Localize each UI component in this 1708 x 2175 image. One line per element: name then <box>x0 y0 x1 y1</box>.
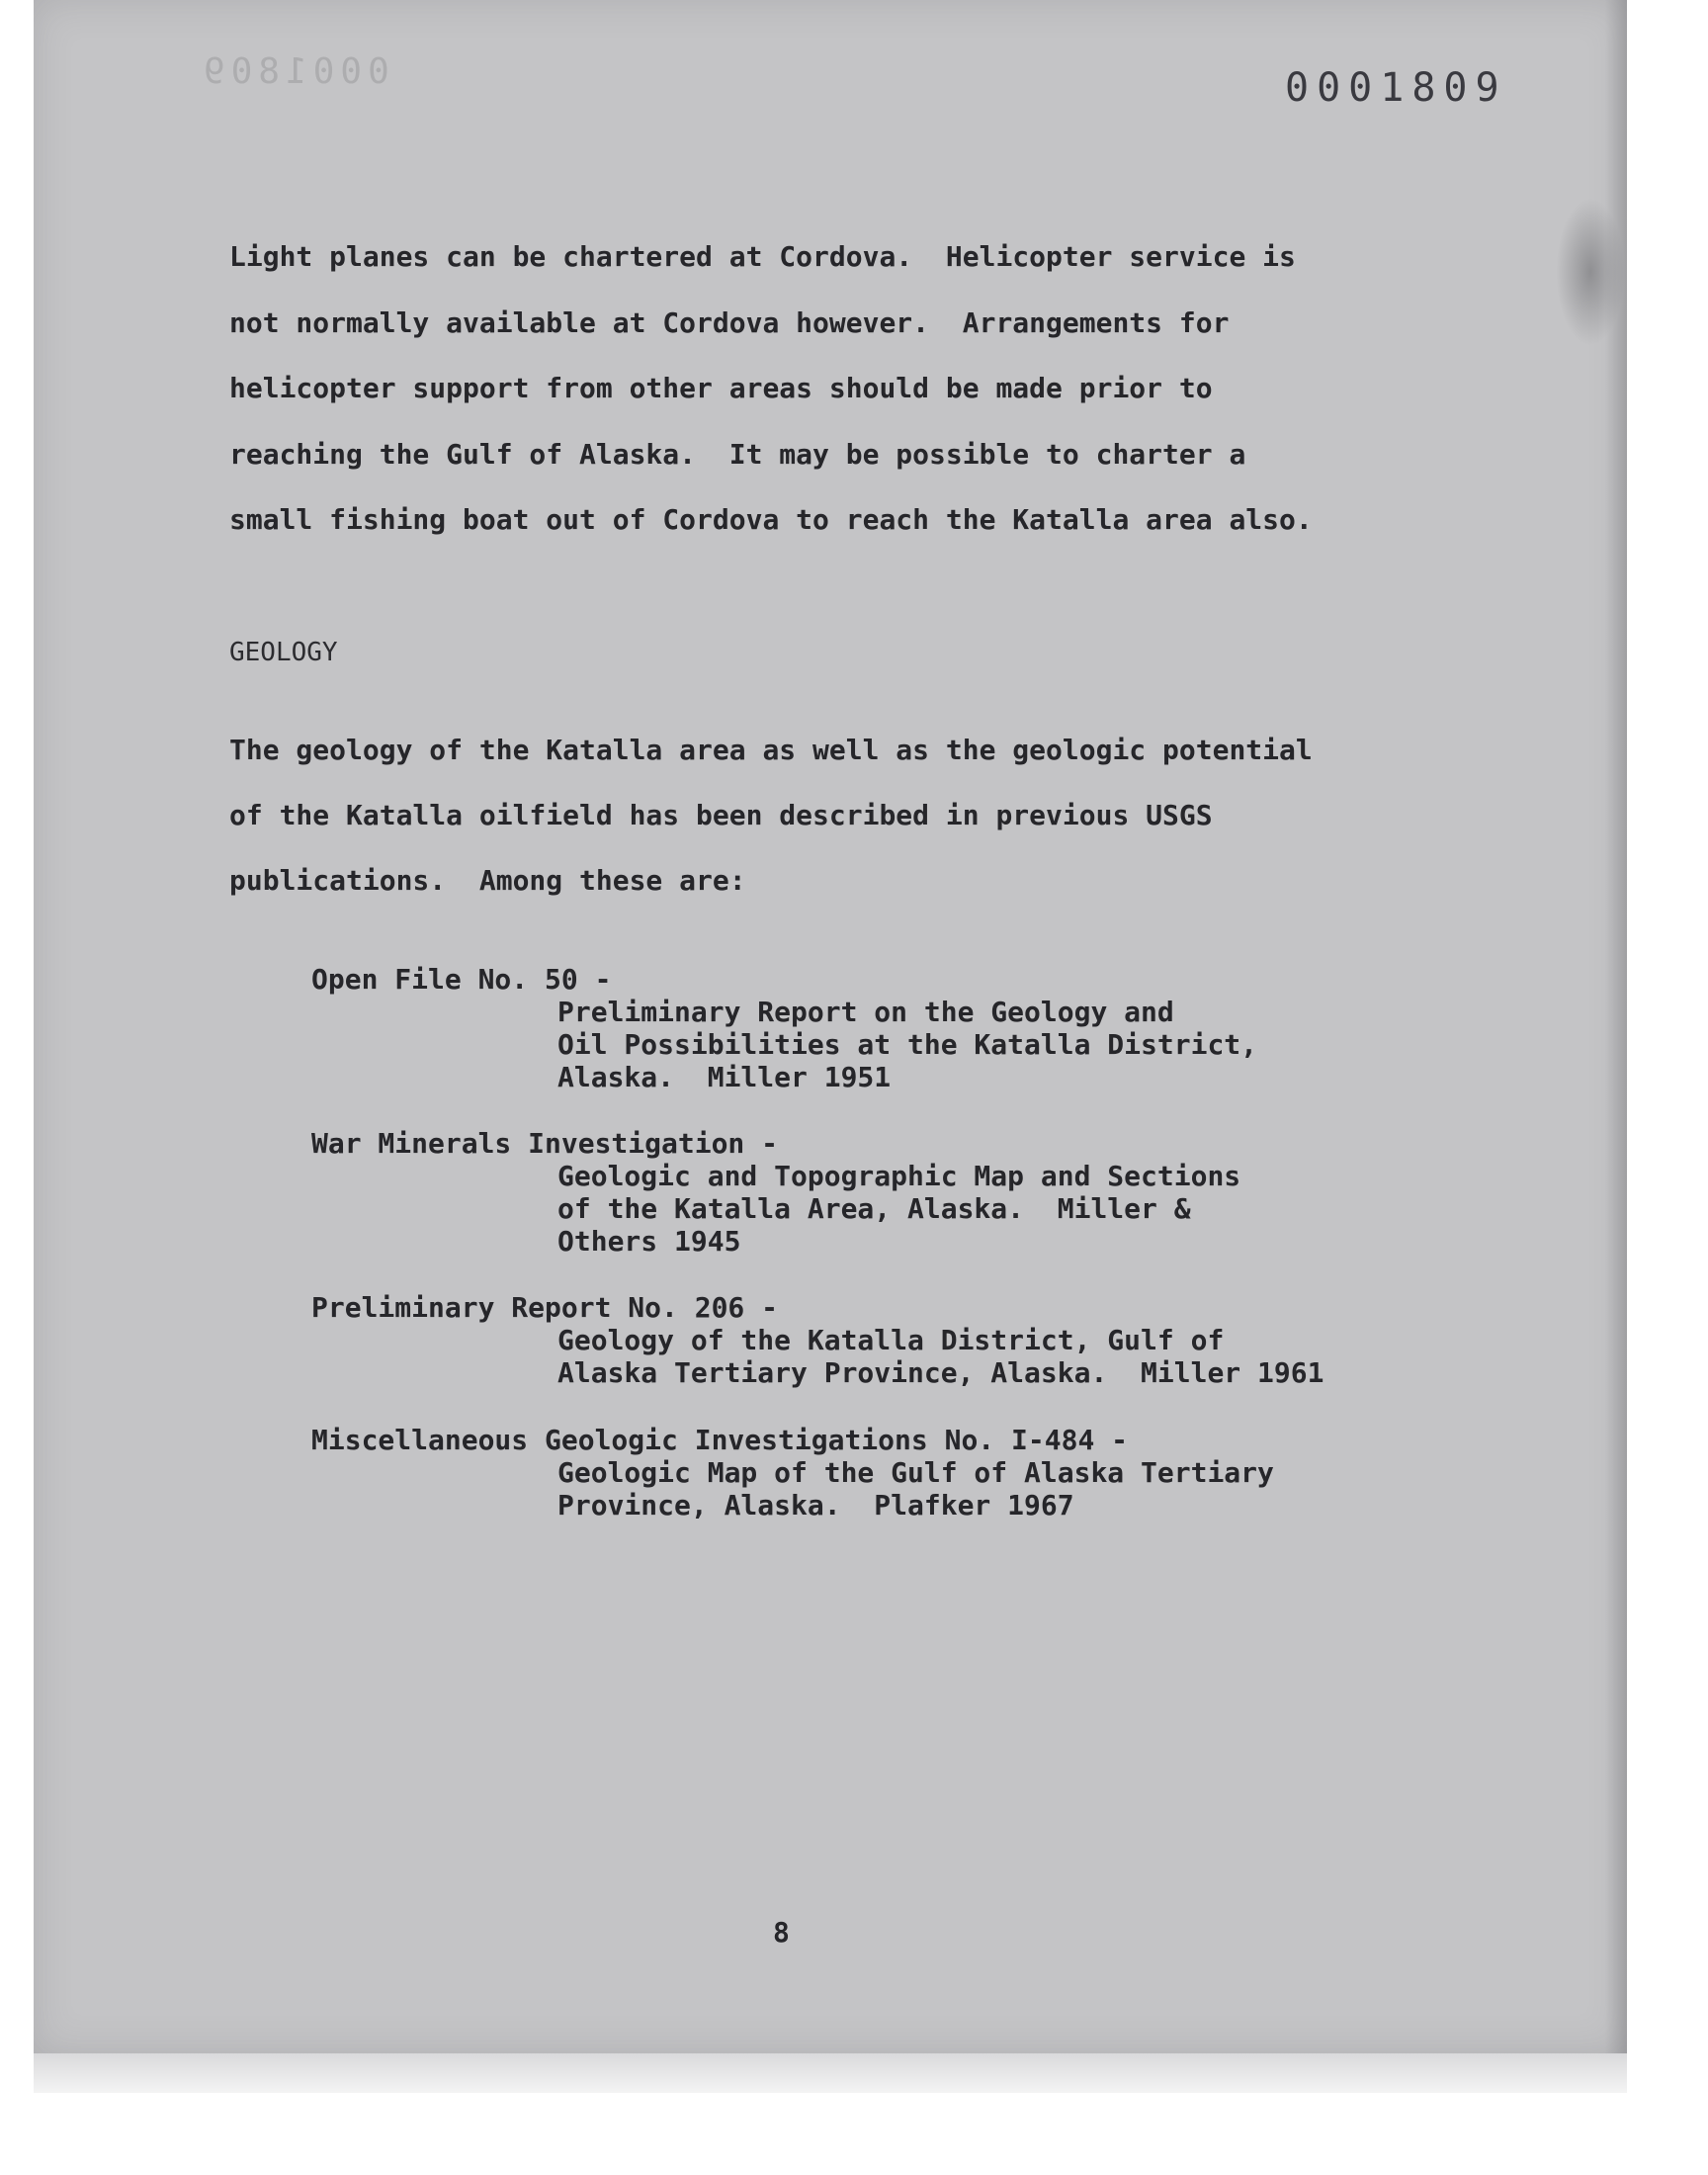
section-heading-geology: GEOLOGY <box>229 638 338 667</box>
reference-title: Open File No. 50 - <box>311 963 612 996</box>
intro-line: not normally available at Cordova however. Arrangements for <box>229 306 1230 339</box>
page-bottom-margin <box>34 2053 1627 2093</box>
reference-detail: Geologic and Topographic Map and Sections <box>557 1160 1241 1192</box>
document-stamp-number: 0001809 <box>1285 65 1507 111</box>
bleed-through-stamp: 0001809 <box>198 51 389 92</box>
page-number: 8 <box>773 1916 790 1949</box>
reference-title: Miscellaneous Geologic Investigations No. I-484 - <box>311 1424 1129 1456</box>
geology-line: of the Katalla oilfield has been described in previous USGS <box>229 799 1213 831</box>
intro-line: Light planes can be chartered at Cordova. Helicopter service is <box>229 240 1296 273</box>
reference-detail: Province, Alaska. Plafker 1967 <box>557 1489 1074 1522</box>
reference-detail: Preliminary Report on the Geology and <box>557 996 1174 1028</box>
reference-detail: Others 1945 <box>557 1225 741 1258</box>
reference-detail: Geologic Map of the Gulf of Alaska Tertiary <box>557 1456 1274 1489</box>
geology-line: The geology of the Katalla area as well as the geologic potential <box>229 734 1313 766</box>
geology-line: publications. Among these are: <box>229 864 746 897</box>
reference-detail: Alaska Tertiary Province, Alaska. Miller 1961 <box>557 1356 1324 1389</box>
reference-title: War Minerals Investigation - <box>311 1127 779 1160</box>
reference-detail: Oil Possibilities at the Katalla District, <box>557 1028 1258 1061</box>
intro-line: small fishing boat out of Cordova to reach the Katalla area also. <box>229 503 1313 536</box>
reference-detail: Geology of the Katalla District, Gulf of <box>557 1324 1225 1356</box>
intro-line: reaching the Gulf of Alaska. It may be possible to charter a <box>229 438 1246 471</box>
reference-detail: Alaska. Miller 1951 <box>557 1061 892 1093</box>
reference-title: Preliminary Report No. 206 - <box>311 1291 779 1324</box>
scan-smudge <box>1556 198 1625 346</box>
intro-line: helicopter support from other areas should be made prior to <box>229 372 1213 404</box>
reference-detail: of the Katalla Area, Alaska. Miller & <box>557 1192 1191 1225</box>
